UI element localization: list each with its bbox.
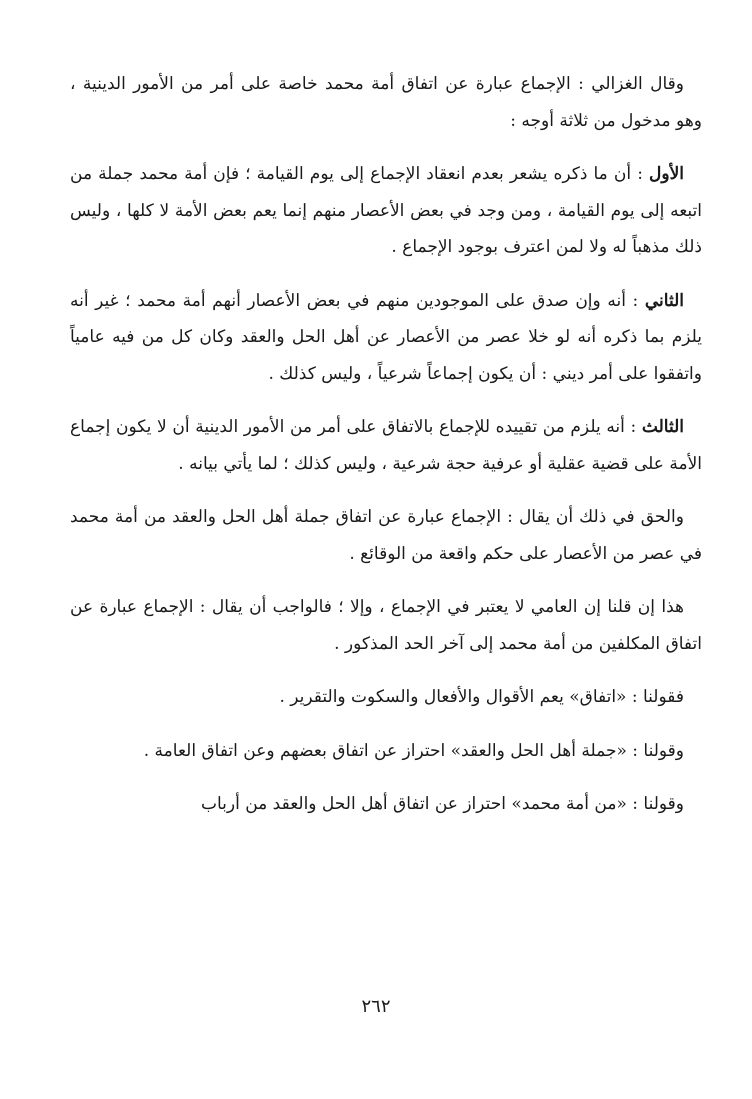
paragraph-umma xyxy=(70,786,702,823)
paragraph-first-objection xyxy=(70,156,702,266)
paragraph-ghazali-definition xyxy=(70,66,702,139)
paragraph-text: فقولنا : «اتفاق» يعم الأقوال والأفعال والسكوت والتقرير . xyxy=(279,687,684,707)
paragraph-text: : أنه وإن صدق على الموجودين منهم في بعض الأعصار أنهم أمة محمد ؛ غير أنه يلزم بما ذكره أنه لو خلا عصر من الأعصار عن أهل الحل والعقد وكان كل من فيه عامياً واتفقوا على أمر ديني : أن يكون إجماعاً شرعياً ، وليس كذلك . xyxy=(70,290,702,384)
paragraph-lead: الثالث xyxy=(641,417,684,437)
paragraph-text: والحق في ذلك أن يقال : الإجماع عبارة عن اتفاق جملة أهل الحل والعقد من أمة محمد في عصر من الأعصار على حكم واقعة من الوقائع . xyxy=(70,507,702,564)
paragraph-text: وقال الغزالي : الإجماع عبارة عن اتفاق أمة محمد خاصة على أمر من الأمور الدينية ، وهو مدخول من ثلاثة أوجه : xyxy=(70,74,702,131)
paragraph-correct-definition xyxy=(70,499,702,572)
paragraph-commoner-note xyxy=(70,589,702,662)
paragraph-text: وقولنا : «من أمة محمد» احتراز عن اتفاق أهل الحل والعقد من أرباب xyxy=(200,794,684,814)
page-body xyxy=(70,66,702,840)
page-number: ٢٦٢ xyxy=(361,996,391,1017)
paragraph-text: هذا إن قلنا إن العامي لا يعتبر في الإجماع ، وإلا ؛ فالواجب أن يقال : الإجماع عبارة عن اتفاق المكلفين من أمة محمد إلى آخر الحد المذكور . xyxy=(70,597,702,654)
paragraph-jumla xyxy=(70,733,702,770)
paragraph-ittifaq xyxy=(70,679,702,716)
paragraph-text: : أنه يلزم من تقييده للإجماع بالاتفاق على أمر من الأمور الدينية أن لا يكون إجماع الأمة على قضية عقلية أو عرفية حجة شرعية ، وليس كذلك ؛ لما يأتي بيانه . xyxy=(70,417,702,474)
paragraph-third-objection xyxy=(70,409,702,482)
paragraph-lead: الأول xyxy=(649,164,684,184)
paragraph-lead: الثاني xyxy=(644,290,684,311)
paragraph-text: : أن ما ذكره يشعر بعدم انعقاد الإجماع إلى يوم القيامة ؛ فإن أمة محمد جملة من اتبعه إلى يوم القيامة ، ومن وجد في بعض الأعصار منهم إنما يعم بعض الأمة لا كلها ، وليس ذلك مذهباً له ولا لمن اعترف بوجود الإجماع . xyxy=(70,164,702,257)
paragraph-text: وقولنا : «جملة أهل الحل والعقد» احتراز عن اتفاق بعضهم وعن اتفاق العامة . xyxy=(143,740,684,761)
paragraph-second-objection xyxy=(70,283,702,393)
